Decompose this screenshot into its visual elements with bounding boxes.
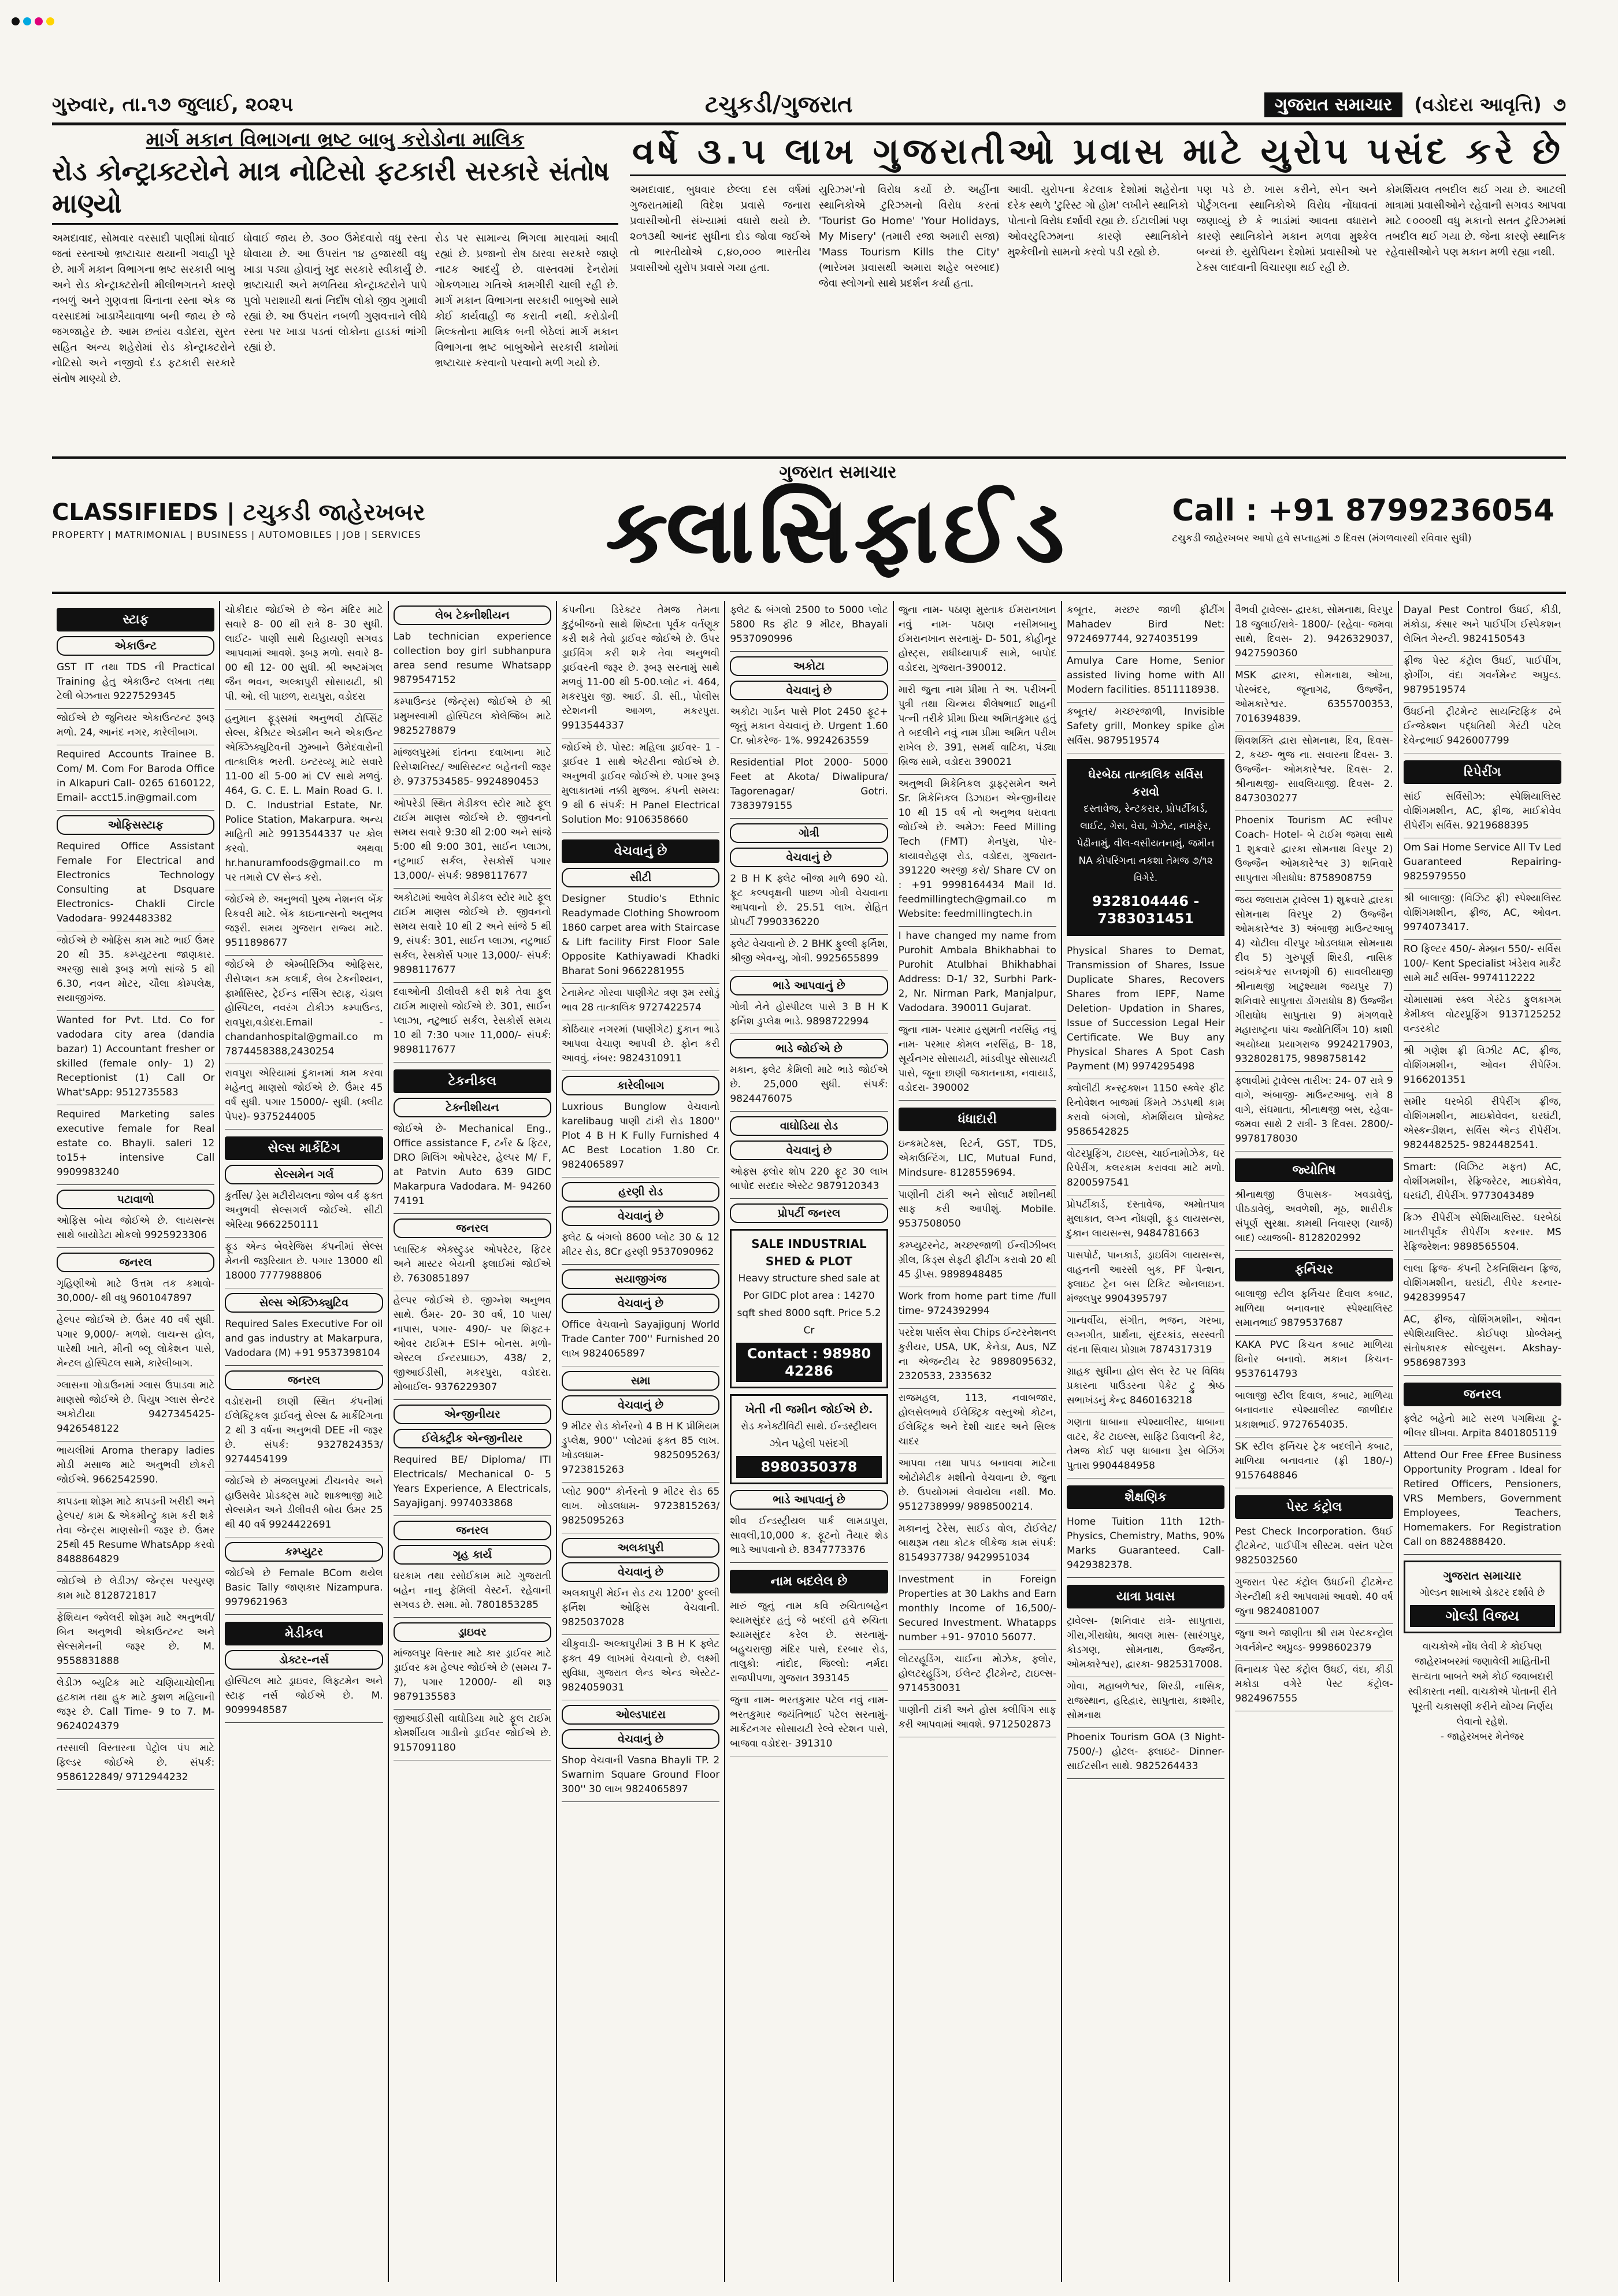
story-column: રોડ પર સામાન્ય ભિગલા મારવામાં આવી રહ્યાં છે. પ્રજાનો રોષ ઠારવા સરકારે જાણે નાટક આદર્યું છે. વાસ્તવમાં દેનરોમાં ગોકળગાય ગતિએ કામગીરી ચાલી રહી છે. માર્ગ મકાન વિભાગના સરકારી બાબુઓ સામે કોઈ કાર્યવાહી જ કરાતી નથી. કરોડોની મિલ્કતોના માલિક બની બેઠેલાં માર્ગ મકાન વિભાગના ભ્રષ્ટ બાબુઓને સરકારી કામોમાં ભ્રષ્ટાચાર કરવાનો પરવાનો મળી ગયો છે. [435,232,618,369]
classified-ad: ગૃહિણીઓ માટે ઉત્તમ તક કમાવો- 30,000/- થી વધુ 9601047897 [57,1275,214,1311]
subcategory-heading: લેબ ટેક્નીશીયન [394,605,551,625]
classified-ad: Lab technician experience collection boy girl subhanpura area send resume Whatsapp 9879547152 [394,627,551,693]
display-ad-phone: Contact : 98980 42286 [736,1343,881,1382]
classified-ad: હનુમાન ફૂડ્સમાં અનુભવી ટોપ્સિંટ સેલ્સ, કેશ્રિટર એડમીન અને એકાઉન્ટ એક્ઝિક્યુટિવની ઝુમ્બાને ઉમેદવારોની તાત્કાલિક ભરતી. ઇન્ટરવ્યૂ માટે સવારે 11-00 થી 5-00 માં CV સાથે મળવું. 464, G. C. E. L. Main Road G. I. D. C. Industrial Estate, Nr. Police Station, Makarpura. અન્ય માહિતી માટે 9913544337 પર કોલ કરવો. અથવા hr.hanuramfoods@gmail.co m પર તમારો CV સેન્ડ કરો. [225,709,383,890]
classified-ad: શ્રી ગણેશ ફ્રી વિઝીટ AC, ફ્રીજ, વોશિંગમશીન, ઓવન રીપેરિંગ. 9166201351 [1404,1042,1561,1093]
category-heading: ટેકનીકલ [394,1069,551,1093]
classified-ad: પ્લોટ 900'' કોર્નરનો 9 મીટર રોડ 65 લાખ. ખોડલધામ- 9723815263/ 9825095263 [562,1483,719,1533]
classified-ad: જય જલારામ ટ્રાવેલ્સ 1) શુક્રવારે દ્વારકા સોમનાથ વિરપુર 2) ઉજ્જૈન ઓમકારેશ્વર 3) અંબાજી માઉન્ટઆબુ 4) ચોટીલા વીરપુર ખોડલધામ સોમનાથ દીવ 5) ગુરુપૂર્ણ શિરડી, નાસિક ત્ર્યંબકેશ્વર સપ્તશૃંગી 6) સાવલીયાજી શ્રીનાથજી ખાટુશ્યામ જયપુર 7) શનિવારે સાપુતારા ડોંગરાધોધ 8) ઉજ્જૈન ગીરાધોધ સાપુતારા 9) મંગળવારે મહારાષ્ટ્રના પાંચ જ્યોતિર્લિંગ 10) કાશી અયોધ્યા પ્રયાગરાજ 9924217903, 9328028175, 9898758142 [1235,891,1393,1072]
classified-ad: કમ્પ્યુટરનેટ, મચ્છરજાળી ઈન્વીઝીબલ ગ્રીલ, કિડ્સ સેફ્ટી ફીટીંગ કરાવો 20 થી 45 ડ્રીપ્સ. 9898948485 [899,1236,1056,1287]
classified-ad: Om Sai Home Service All Tv Led Guaranteed Repairing- 9825979550 [1404,838,1561,889]
classified-ad: ક્રિઝ રીપેરીંગ સ્પેશિયાલિસ્ટ. ઘરબેઠાં ખાતરીપૂર્વક રીપેરીંગ કરનાર. MS રેફ્રિજરેશન: 9898565504. [1404,1209,1561,1260]
classified-ad: ફ્લેટ બહેનો માટે સરળ પગથિયા ટ્રૂ- ભીલર ઘીખવા. Arpita 8401805119 [1404,1410,1561,1446]
category-heading: પેસ્ટ કંટ્રોલ [1235,1495,1393,1519]
classified-ad: Office વેચવાનો Sayajigunj World Trade Canter 700'' Furnished 20 લાખ 9824065897 [562,1316,719,1366]
subcategory-heading: જનરલ [394,1218,551,1238]
display-ad-title: ગુજરાત સમાચાર [1443,1569,1522,1582]
phone-number[interactable]: Call : +91 8799236054 [1172,493,1554,528]
classified-ad: ફ્લેટ & બંગલો 2500 to 5000 પ્લોટ 5800 Rs ફીટ 9 મીટર, Bhayali 9537090996 [730,601,888,652]
subcategory-heading: વેચવાનું છે [562,1206,719,1226]
category-heading: સેલ્સ માર્કેટિંગ [225,1136,383,1160]
classified-column [1230,601,1398,2282]
category-heading: રિપેરીંગ [1404,760,1561,784]
classified-ad: ઓફિસ બોય જોઈએ છે. લાયસન્સ સાથે બાયોડેટા મોકલો 9925923306 [57,1212,214,1248]
subcategory-heading: ઈલેક્ટ્રીક એન્જીનીયર [394,1429,551,1448]
classified-ad: અલકાપુરી મેઈન રોડ ટચ 1200' ફુલ્લી ફર્નિશ ઓફિસ વેચવાની. 9825037028 [562,1584,719,1635]
classified-ad: ઉધઈની ટ્રીટમેન્ટ સાયન્ટિફિક ઢબે ઈન્જેક્શન પદ્ધતિથી ગેરંટી પટેલ દેવેન્દ્રભાઈ 9426007799 [1404,703,1561,753]
classified-ad: દવાઓની ડીલીવરી કરી શકે તેવા ફુલ ટાઈમ માણસો જોઈએ છે. 301, સાઈન પ્લાઝા, નટુભાઈ સર્કલ, રેસકોર્સ સમય 10 થી 7:30 પગાર 11,000/- સંપર્ક: 9898117677 [394,983,551,1062]
classified-ad: Required Sales Executive For oil and gas industry at Makarpura, Vadodara (M) +91 9537398104 [225,1315,383,1366]
story-europe-tourism [630,128,1566,440]
display-ad-title: ઘેરબેઠા તાત્કાલિક સર્વિસ કરાવો [1088,767,1203,798]
classified-ad: ગુજરાત પેસ્ટ કંટ્રોલ ઉધઈની ટ્રીટમેન્ટ ગેરન્ટીથી કરી આપવામાં આવશે. 40 વર્ષ જુના 9824081007 [1235,1573,1393,1624]
header-right [1264,92,1566,117]
story-column: અમદાવાદ, સોમવાર વરસાદી પાણીમાં ધોવાઈ જતાં રસ્તાઓ ભ્રષ્ટાચાર થયાની ગવાહી પૂરે છે. માર્ગ મકાન વિભાગના ભ્રષ્ટ સરકારી બાબુ અને રોડ કોન્ટ્રાક્ટરોની મીલીભગતને કારણે નબળું અને ગુણવત્તા વિનાના રસ્તા એક જ વરસાદમાં ખાડાખૈયાવાળા બની જાય છે જે જગજાહેર છે. આમ છતાંય વડોદરા, સુરત સહિત અન્ય શહેરોમાં રોડ કોન્ટ્રાક્ટરોને નોટિસો અને નજીવો દંડ ફટકારી સરકારે સંતોષ માણ્યો છે. [52,232,236,385]
classified-ad: I have changed my name from Purohit Ambala Bhikhabhai to Purohit Atulbhai Bhikhabhai Address: D-1/ 32, Surbhi Park- 2, Nr. Nirman Park, Manjalpur, Vadodara. 390011 Gujarat. [899,927,1056,1021]
classified-ad: જોઈએ છે એમ્બીરિઝિવ ઓફિસર, રીસેપ્શન કમ કલાર્ક, લેબ ટેકનીશ્યન, ફાર્માસિસ્ટ, ટ્રેઈન્ડ નર્સિંગ સ્ટાફ, ચંડાલ હોસ્પિટલ, નવરંગ ટોકીઝ કમ્પાઉન્ડ, રાવપુરા,વડોદરા.Email - chandanhospital@gmail.co m 7874458388,2430254 [225,956,383,1064]
classified-ad: રાજમહલ, 113, નવાબજાર, હોલસેલભાવે ઈલેક્ટ્રિક વસ્તુઓ કોટન, ઈલેક્ટ્રિક અને દેશી ચાદર અને સિલ્ક ચાદર [899,1389,1056,1454]
classified-ad: વૈભવી ટ્રાવેલ્સ- દ્વારકા, સોમનાથ, વિરપુર 18 જુલાઈ/રાત્રે- 1800/- (રહેવા- જમવા સાથે, દિવસ- 2). 9426329037, 9427590360 [1235,601,1393,666]
classifieds-title: CLASSIFIEDS | ટચુકડી જાહેરખબર [52,499,425,526]
classified-ad: જોઈએ છે જુનિયર એકાઉન્ટન્ટ રૂબરૂ મળો. 24, આનંદ નગર, કારેલીબાગ. [57,709,214,745]
classified-ad: Dayal Pest Control ઉધઈ, કીડી, મંકોડા, કંસાર અને પાઈપીંગ ઈસ્પેકશન લેખિત ગેરન્ટી. 9824150543 [1404,601,1561,652]
subcategory-heading: વેચવાનું છે [562,1562,719,1582]
classified-ad: શ્રીનાથજી ઉપાસક- ખવડાવેલું, પીઠડાવેલું, અવળેશી, મૂઠ, શારીરીક સંપૂર્ણ સુરક્ષા. કામથી નિવારણ (ચાર્જ) બાદ) વ્યાજબી- 8128202992 [1235,1186,1393,1251]
story-headline: વર્ષે ૩.૫ લાખ ગુજરાતીઓ પ્રવાસ માટે યુરોપ પસંદ કરે છે [630,128,1566,176]
classified-ad: ઘરકામ તથા રસોઈકામ માટે ગુજરાતી બહેન નાનુ ફેમિલી વેસ્ટર્ન. રહેવાની સગવડ છે. સમા. મો. 7801853285 [394,1567,551,1618]
classified-ad: ભાયલીમાં Aroma therapy ladies મોડી મસાજ માટે અનુભવી છોકરી જોઈએ. 9662542590. [57,1441,214,1492]
classified-ad: Attend Our Free £Free Business Opportunity Program . Ideal for Retired Officers, Pensioners, VRS Members, Government Employees, Teachers, Homemakers. For Registration Call on 8824888420. [1404,1446,1561,1555]
classified-ad: ગ્રાહક સુધીના હોલ સેલ રેટ પર વિવિધ પ્રકારના પાઉડરના પેકેટ ટ્રુ શ્રેષ્ઠ સભાખંડનું કેન્દ્ર 8460163218 [1067,1362,1224,1413]
registration-mark [23,17,31,25]
classified-ad: ગાન્ધર્વીય, સંગીત, ભજન, ગરબા, લગ્નગીત, પ્રાર્થના, સુંદરકાંડ, સરસ્વતી વંદના સિવાય પ્રોગ્રામ 7874317319 [1067,1312,1224,1362]
classified-ad: અકોટા ગાર્ડન પાસે Plot 2450 ફૂટ+ જૂનું મકાન વેચવાનું છે. Urgent 1.60 Cr. બ્રોકરેજ- 1%. 9924263559 [730,703,888,753]
classified-ad: જોઈએ છે- Mechanical Eng., Office assistance F, ટર્નર & ફિટર, DRO મિલિંગ ઓપરેટર, હેલ્પર M/ F, at Patvin Auto 639 GIDC Makarpura Vadodara. M- 94260 74191 [394,1120,551,1214]
subcategory-heading: સમા [562,1371,719,1391]
classified-ad: જોઈએ છે Female BCom થયેલ Basic Tally જાણકાર Nizampura. 9979621963 [225,1564,383,1615]
classified-ad: કાપડના શોરૂમ માટે કાપડની ખરીદી અને હેલ્પર/ કામ & એકમીન્ટ્રુ કામ કરી શકે તેવા જેન્ટ્સ માણસોની જરૂર છે. ઉંમર 25થી 45 Resume WhatsApp કરવો 8488864829 [57,1492,214,1572]
disclaimer-note: - જાહેરખબર મેનેજર [1440,1731,1524,1743]
classified-ad: પાણીની ટાંકી અને સોલાર્ટ મશીનથી સાફ કરી આપીશું. Mobile. 9537508050 [899,1186,1056,1236]
classified-ad: માંજલપુર વિસ્તાર માટે કાર ડ્રાઈવર માટે ડ્રાઈવર કમ હેલ્પર જોઈએ છે (સમય 7- 7), પગાર 12000/- થી શરૂ 9879135583 [394,1644,551,1710]
header-brand: ગુજરાત સમાચાર [1264,92,1402,117]
category-heading: ફર્નિચર [1235,1258,1393,1281]
classified-ad: ઓપરેડી સ્થિત મેડીકલ સ્ટોર માટે ફૂલ ટાઈમ માણસ જોઈએ છે. જીવનનો સમય સવારે 9:30 થી 2:00 અને સાંજે 5:00 થી 9:00 301, સાઈન પ્લાઝા, નટુભાઈ સર્કલ, રેસકોર્સ પગાર 13,000/- સંપર્ક: 9898117677 [394,794,551,889]
classified-ad: જુના નામ- પઠાણ મુસ્તાક ઈમરાનખાન નવું નામ- પઠાણ નસીમબાનુ ઈમરાનખાન સરનામું- D- 501, કોહીનૂર હોસ્ટ્સ, રાધીધ્યાપાર્ક સામે, બાપોદ વડોદરા, ગુજરાત-390012. [899,601,1056,681]
classified-ad: Home Tuition 11th 12th- Physics, Chemistry, Maths, 90% Marks Guaranteed. Call- 9429382378. [1067,1513,1224,1578]
display-ad-phone: 9328104446 - 7383031451 [1073,890,1218,930]
classified-ad: પ્રોપર્ટીકાર્ડ, દસ્તાવેજ, અમોતપાત્ર મુલાકાત, લગ્ન નોંધણી, ફૂડ લાયસન્સ, દુકાન લાયસન્સ, 9484781663 [1067,1195,1224,1246]
subcategory-heading: ગોત્રી [730,823,888,843]
classified-columns [52,601,1566,2282]
classified-ad: Amulya Care Home, Senior assisted living home with All Modern facilities. 8511118938. [1067,652,1224,703]
classified-ad: હોસ્પિટલ માટે ડ્રાઇવર, લિફ્ટમેન અને સ્ટાફ નર્સ જોઈએ છે. M. 9099948587 [225,1672,383,1723]
story-column: યુરિઝમ'નો વિરોધ કર્યો છે. અહીંના સ્થાનિકોએ ટુરિઝમનો વિરોધ કરતાં 'Tourist Go Home' 'Your Holidays, My Misery' (તમારી રજા અમારી સજા) 'Mass Tourism Kills the City' (ભારેખમ પ્રવાસથી અમારા શહેર બરબાદ) જેવા સ્લોગનો સાથે પ્રદર્શન કર્યા હતા. [818,184,1000,289]
classified-ad: બાલાજી સ્ટીલ ફર્નિચર દિવાલ કબાટ, માળિયા બનાવનાર સ્પેશ્યાલિસ્ટ સમાનભાઈ 9879537687 [1235,1285,1393,1336]
classified-ad: પ્લાસ્ટિક એક્સ્ટ્રુડર ઓપરેટર, ફિટર અને માસ્ટર બેયની ફ્લાઈમાં જોઈએ છે. 7630851897 [394,1240,551,1291]
classified-ad: MSK દ્વારકા, સોમનાથ, ઓખા, પોરબંદર, જૂનાગઢ, ઉજ્જૈન, ઓમકારેશ્વર. 6355700353, 7016394839. [1235,666,1393,731]
classified-ad: અકોટામાં આવેલ મેડીકલ સ્ટોર માટે ફૂલ ટાઈમ માણસ જોઈએ છે. જીવનનો સમય સવારે 10 થી 2 અને સાંજે 5 થી 9, સંપર્ક: 301, સાઈન પ્લાઝા, નટુભાઈ સર્કલ, રેસકોર્સ પગાર 13,000/- સંપર્ક: 9898117677 [394,889,551,983]
disclaimer-note: વાચકોએ નોંધ લેવી કે કોઈપણ જાહેરખબરમાં જણાવેલી માહિતીની સત્યતા બાબતે અમે કોઈ જવાબદારી સ્વીકારતા નથી. વાચકોએ પોતાની રીતે પૂરતી ચકાસણી કરીને યોગ્ય નિર્ણય લેવાનો રહેશે. [1408,1641,1557,1727]
subcategory-heading: વેચવાનું છે [730,848,888,867]
classified-ad: મારી જુના નામ પ્રીમા તે અ. પરીખની પુત્રી તથા ચિન્મય શૈલેષભાઈ શાહની પત્ની તરીકે પ્રીમા પ્રિયા અમિતકુમાર હતું તે બદલીને નવું નામ પ્રીમા અમિત પરીખ રાખેલ છે. 391, સમર્થ વાટિકા, પંડ્યા બ્રિજ સામે, વડોદરા 390021 [899,681,1056,775]
page-number: ૭ [1553,93,1566,116]
classified-ad: કમ્પાઉન્ડર (જેન્ટ્સ) જોઈએ છે શ્રી પ્રમુખસ્વામી હોસ્પિટલ કોલેજ્રિબ માટે 9825278879 [394,693,551,744]
newspaper-logo: ગુજરાત સમાચાર [779,462,897,482]
classified-ad: ગોત્રી નેને હોસ્પીટલ પાસે 3 B H K ફર્નિશ ડુપ્લેક્ષ ભાડે. 9898722994 [730,998,888,1034]
category-heading: શૈક્ષણિક [1067,1485,1224,1509]
subcategory-heading: સીટી [562,868,719,887]
subcategory-heading: વાઘોડિયા રોડ [730,1116,888,1136]
subcategory-heading: કારેલીબાગ [562,1076,719,1095]
subcategory-heading: ઓલ્ડપાદરા [562,1705,719,1725]
classified-ad: જુના અને જાણીતા શ્રી રામ પેસ્ટકન્ટ્રોલ ગવર્નમેન્ટ અપ્રુવ્ડ- 9998602379 [1235,1624,1393,1660]
classified-ad: Residential Plot 2000- 5000 Feet at Akota/ Diwalipura/ Tagorenagar/ Gotri. 7383979155 [730,753,888,819]
category-heading: યાત્રા પ્રવાસ [1067,1585,1224,1608]
classified-ad: Pest Check Incorporation. ઉધઈ ટ્રીટમેન્ટ, પાઈપીંગ સીસ્ટમ. વસંત પટેલ 9825032560 [1235,1522,1393,1573]
classified-ad: ચોકીદાર જોઈએ છે જેન મંદિર માટે સવારે 8- 00 થી રાત્રે 8- 30 સુધી. લાઈટ- પાણી સાથે રિહાયણી સગવડ આપવામાં આવશે. રૂબરૂ મળો. સવારે 8- 00 થી 12- 00 સુધી. શ્રી અષ્ટમંગલ જૈન ભવન, અલ્કાપુરી સોસાયટી, શ્રી પી. ઓ. લી પાછળ, રાયપુરા, વડોદરા [225,601,383,709]
classified-ad: ફ્લેટ વેચવાનો છે. 2 BHK ફુલ્લી ફર્નિશ, શ્રીજી એવન્યુ, ગોત્રી. 9925655899 [730,935,888,971]
display-ad-text: દસ્તાવેજ, રેન્ટકરાર, પ્રોપર્ટીકાર્ડ, લાઈટ, ગેસ, વેરા, ગેઝેટ, નામફેર, પેઢીનામું, વીલ-વસીયતનામું, જમીન NA કોપરિંગના નકશા તેમજ ૭/૧૨ વિગેરે. [1077,803,1215,884]
classified-column [220,601,388,2282]
classified-ad: ટેનામેન્ટ ગોરવા પાણીગેટ ત્રણ રૂમ રસોડું ભાવ 28 તાત્કાલિક 9727422574 [562,984,719,1020]
classified-ad: RO ફિલ્ટર 450/- મેમ્બ્રન 550/- સર્વિસ 100/- Kent Specialist ખંડેરાવ માર્કેટ સામે માર્ટ સર્વિસ- 9974112222 [1404,940,1561,991]
classified-ad: કંપનીના ડિરેક્ટર તેમજ તેમના કુટુંબીજનો સાથે શિષ્ટતા પૂર્વક વર્તણૂક કરી શકે તેવો ડ્રાઈવર જોઈએ છે. ઉપર ડ્રાઈવિંગ કરી શકે તેવા અનુભવી ડ્રાઈવરની જરૂર છે. રૂબરૂ સરનામું સાથે મળવું 11-00 થી 5-00.પ્લોટ નં. 464, મકરપુરા જી. આઈ. ડી. સી., પોલીસ સ્ટેશનની આગળ, મકરપુરા. 9913544337 [562,601,719,738]
category-heading: ધંધાદારી [899,1108,1056,1131]
subcategory-heading: ટેક્નીશીયન [394,1098,551,1117]
classified-ad: કબૂતર/ મચ્છરજાળી, Invisible Safety grill, Monkey spike હોમ સર્વિસ. 9879519574 [1067,703,1224,753]
subcategory-heading: સેલ્સમેન ગર્લ [225,1165,383,1184]
classified-ad: ઓફ્સ ફ્લોર શોપ 220 ફૂટ 30 લાખ બાપોદ સરદાર એસ્ટેટ 9879120343 [730,1162,888,1199]
display-ad-text: ગોલ્ડન શાખાએ ડોક્ટર દર્શાવે છે [1420,1587,1545,1599]
classified-ad: પાસપોર્ટ, પાનકાર્ડ, ડ્રાઇવિંગ લાયસન્સ, વાહનની આરસી બુક, PF પેન્શન, ફ્લાઇટ ટ્રેન બસ ટિકિટ ઓનલાઇન. મંજલપુર 9904395797 [1067,1246,1224,1312]
classified-ad: AC, ફ્રીજ, વોશિંગમશીન, ઓવન સ્પેશિયાલિસ્ટ. કોઈપણ પ્રોબ્લેમનું સંતોષકારક સોલ્યુસન. Akshay- 9586987393 [1404,1310,1561,1376]
header-edition: (વડોદરા આવૃત્તિ) [1414,93,1542,116]
classified-ad: ગોવા, મહાબળેશ્વર, શિરડી, નાસિક, રાજસ્થાન, હરિદ્વાર, સાપુતારા, કાશ્મીર, સોમનાથ [1067,1677,1224,1728]
subcategory-heading: પટાવાળો [57,1190,214,1209]
classified-ad: ચીકુવાડી- અલ્કાપુરીમાં 3 B H K ફ્લેટ ફક્ત 49 લાખમાં વેચવાનો છે. લક્ષ્મી સુવિધા, ગુજરાત લેન્ડ એન્ડ એસ્ટેટ- 9824059031 [562,1635,719,1700]
category-heading: જનરલ [1404,1383,1561,1406]
display-ad-phone: 8980350378 [736,1456,881,1478]
classified-ad: જુના નામ- ભરતકુમાર પટેલ નવું નામ- ભરતકુમાર જયંતિભાઈ પટેલ સરનામું- માર્કેટનગર સોસાયટી રેલ્વે સ્ટેશન પાસે, બાજવા વડોદરા- 391310 [730,1691,888,1756]
classified-ad: જુના નામ- પરમાર હસુમતી નરસિંહ નવું નામ- પરમાર કોમલ નરસિંહ, B- 18, સૂર્યનગર સોસાયટી, માંડવીપુર સોસાયટી પાસે, જૂના છાણી જકાતનાકા, નવાયાર્ડ, વડોદરા- 390002 [899,1021,1056,1101]
classified-ad: જોઈએ છે ઓફિસ કામ માટે ભાઈ ઉંમર 20 થી 35. કમ્પ્યુટરના જાણકાર. અરજી સાથે રૂબરૂ મળો સાંજે 5 થી 6.30, નવન મોટર, ચૌલા કોમ્પલેક્ષ, સયાજીગંજ. [57,931,214,1011]
story-headline: રોડ કોન્ટ્રાક્ટરોને માત્ર નોટિસો ફટકારી સરકારે સંતોષ માણ્યો [52,155,618,225]
classified-ad: ટ્રાવેલ્સ- (શનિવાર રાત્રે- સાપુતારા, ગીરા,ગીરાધોધ, શ્રાવણ માસ- (સારંગપુર, કોડગણ, સોમનાથ, ઉજ્જૈન, ઓમકારેશ્વર), દ્વારકા- 9825317008. [1067,1612,1224,1677]
classified-column [1062,601,1230,2282]
classified-ad: Designer Studio's Ethnic Readymade Clothing Showroom 1860 carpet area with Staircase & Lift facility First Floor Sale Opposite Kathiyawadi Khadki Bharat Soni 9662281955 [562,890,719,984]
classified-ad: ફ્રીજ પેસ્ટ કંટ્રોલ ઉધઈ, પાઈપીંગ, ફોગીંગ, વંદા ગવર્નમેન્ટ અપ્રુવ્ડ. 9879519574 [1404,652,1561,703]
classified-ad: ફેશિયન જ્વેલરી શોરૂમ માટે અનુભવી/ બિન અનુભવી એકાઉન્ટન્ટ અને સેલ્સમેનની જરૂર છે. M. 9558831888 [57,1608,214,1674]
subcategory-heading: જનરલ [57,1253,214,1272]
classified-ad: પાણીની ટાંકી અને હોસ ક્લીપિંગ સાફ કરી આપવામાં આવશે. 9712502873 [899,1701,1056,1737]
classified-ad: ક્વોલીટી કન્સ્ટ્રક્શન 1150 સ્ક્વેર ફીટ રિનોવેશન બાજમાં કિંમતે ઝડપથી કામ કરાવો બંગલો, કોમર્શિયલ પ્રોજેક્ટ 9586542825 [1067,1079,1224,1145]
classifieds-banner [52,456,1566,594]
subcategory-heading: ઓફિસસ્ટાફ [57,815,214,835]
classified-ad: બાલાજી સ્ટીલ દિવાલ, કબાટ, માળિયા બનાવનાર સ્પેશ્યાલીસ્ટ જાળીદાર પ્રકાશભાઈ. 9727654035. [1235,1387,1393,1437]
registration-mark [46,17,54,25]
classified-ad: Smart: (વિઝિટ મફત) AC, વોશીંગમશીન, રેફ્રિજરેટર, માઇક્રોવેવ, ઘરઘંટી, રીપેરીંગ. 9773043489 [1404,1158,1561,1209]
classified-ad: તરસાલી વિસ્તારના પેટ્રોલ પંપ માટે ફિલ્ડર જોઈએ છે. સંપર્ક: 9586122849/ 9712944232 [57,1739,214,1790]
subcategory-heading: સેલ્સ એક્ઝિક્યુટિવ [225,1293,383,1313]
classified-ad: Luxrious Bunglow વેચવાનો karelibaug પાણી ટાંકી રોડ 1800'' Plot 4 B H K Fully Furnished 4 AC Best Location 1.80 Cr. 9824065897 [562,1098,719,1177]
header-date: ગુરુવાર, તા.૧૭ જુલાઈ, ૨૦૨૫ [52,93,294,116]
classified-ad: સમીર ઘરબેઠી રીપેરીંગ ફ્રીજ, વોશિંગમશીન, માઇક્રોવેવન, ઘરઘંટી, એસ્કન્ડીશન, સર્વિસ એન્ડ રીપેરીંગ. 9824482525- 9824482541. [1404,1093,1561,1158]
classified-ad: 9 મીટર રોડ કોર્નરનો 4 B H K પ્રીમિયમ ડ્રુપ્લેક્ષ, 900'' પ્લોટમાં ફક્ત 85 લાખ. ખોડલધામ- 9825095263/ 9723815263 [562,1417,719,1483]
classified-ad: વડોદરાની છાણી સ્થિત કંપનીમાં ઈલેક્ટ્રિકલ ડ્રાઈવનું સેલ્સ & માર્કેટિંગના 2 થી 3 વર્ષના અનુભવી DEE ની જરૂર છે. સંપર્ક: 9327824353/ 9274454199 [225,1392,383,1472]
classifieds-heading: ક્લાસિફાઈડ [606,481,1070,582]
display-ad [1067,759,1224,936]
story-column: આવી. યુરોપના કેટલાક દેશોમાં શહેરોના દરેક સ્થળે 'ટુરિસ્ટ ગો હોમ' લખીને સ્થાનિકો પોતાનો વિરોધ દર્શાવી રહ્યા છે. ઈટાલીમાં પણ ઓવરટુરિઝમના કારણે સ્થાનિકોને મુશ્કેલીનો સામનો કરવો પડી રહ્યો છે. [1007,184,1189,258]
subcategory-heading: અકોટા [730,656,888,676]
classified-ad: ચોમાસામાં સ્ક્લ ગેરંટેડ ફુલકાગમ કેમીકલ વોટરપ્રૂફિંગ 9137125252 વન્ડરકોટ [1404,991,1561,1042]
category-heading: વેચવાનું છે [562,839,719,863]
display-ad-title: SALE INDUSTRIAL SHED & PLOT [751,1237,867,1268]
page-header [52,87,1566,125]
classified-ad: Investment in Foreign Properties at 30 Lakhs and Earn monthly Income of 16,500/- Secured Investment. Whatapps number +91- 97010 56077. [899,1570,1056,1650]
category-heading: મેડીકલ [225,1622,383,1645]
classified-ad: Shop વેચવાની Vasna Bhayli TP. 2 Swarnim Square Ground Floor 300'' 30 લાખ 9824065897 [562,1751,719,1802]
classified-ad: શીવ ઈન્ડસ્ટ્રીયલ પાર્ક લામડાપુરા, સાવલી,10,000 ક્ર. ફૂટનો તૈયાર શેડ ભાડે આપવાનો છે. 8347773376 [730,1512,888,1563]
classified-ad: માંજલપુરમાં દાંતના દવાખાના માટે રિસેપ્શનિસ્ટ/ આસિસ્ટન્ટ બહેનની જરૂર છે. 9737534585- 9924890453 [394,744,551,794]
classified-ad: Required BE/ Diploma/ ITI Electricals/ Mechanical 0- 5 Years Experience, A Electricals, Sayajiganj. 9974033868 [394,1451,551,1516]
classified-ad: SK સ્ટીલ ફર્નિચર ટ્રેક બદલીને કબાટ, માળિયા બનાવનાર (ફ્રી 180/-) 9157648846 [1235,1437,1393,1488]
registration-mark [35,17,43,25]
classified-ad: જોઈએ છે. પોસ્ટ: મહિલા ડ્રાઈવર- 1 - ડ્રાઈવર 1 સાથે એટરીના જોઈએ છે. અનુભવી ડ્રાઈવર જોઈએ છે. પગાર રૂબરૂ મુલાકાતમાં નક્કી મુજબ. કંપની સમય: 9 થી 6 સંપર્ક: H Panel Electrical Solution Mo: 9106358660 [562,738,719,833]
registration-mark [12,17,20,25]
classified-ad: આપવા તથા પાપડ બનાવવા માટેના ઓટોમેટીક મશીનો વેચવાના છે. જુના છે. ઉપયોગમાં લેવાયેલા નથી. Mo. 9512738999/ 9898500214. [899,1454,1056,1519]
story-kicker: માર્ગ મકાન વિભાગના ભ્રષ્ટ બાબુ કરોડોના માલિક [146,128,525,151]
subcategory-heading: ડોક્ટર-નર્સ [225,1650,383,1670]
story-road-contractors [52,128,618,440]
classified-column [725,601,893,2282]
subcategory-heading: હરણી રોડ [562,1182,719,1202]
subcategory-heading: ભાડે આપવાનું છે [730,976,888,995]
classified-ad: શ્રી બાલાજી: (વિઝિટ ફ્રી) સ્પેશ્યાલિસ્ટ વોશિંગમશીન, ફ્રીજ, AC, ઓવન. 9974073417. [1404,889,1561,940]
subcategory-heading: ગૃહ કાર્ય [394,1545,551,1565]
subcategory-heading: કમ્પ્યુટર [225,1542,383,1562]
classified-ad: Wanted for Pvt. Ltd. Co for vadodara city area (dandia bazar) 1) Accountant fresher or skilled (female only- 1) 2) Receptionist (1) Call Or What'sApp: 9512735583 [57,1011,214,1105]
classified-column [389,601,557,2282]
classified-ad: પરદેશ પાર્સલ સેવા Chips ઈન્ટરનેશનલ કુરીયર, USA, UK, કેનેડા, Aus, NZ ના એજન્ટીય રેટ 9898095632, 2320533, 2335632 [899,1324,1056,1389]
classified-ad: ગણતા ધાબાના સ્પેશ્યાલીસ્ટ, ધાબાના વાટર, કેંટ ટાઇલ્સ, સાફિટ ડિવાલની કેટ, તેમજ કોઈ પણ ધાબાના ડ્રેસ બેઝિંગ પુતારા 9904484958 [1067,1413,1224,1478]
classified-ad: વિનાયક પેસ્ટ કંટ્રોલ ઉધઈ, વંદા, કીડી મકોડા વગેરે પેસ્ટ કંટ્રોલ- 9824967555 [1235,1660,1393,1711]
classified-ad: કબૂતર, મરછર જાળી ફીટીંગ Mahadev Bird Net: 9724697744, 9274035199 [1067,601,1224,652]
subcategory-heading: વેચવાનું છે [562,1294,719,1313]
subcategory-heading: ભાડે આપવાનું છે [730,1490,888,1510]
display-ad-text: Heavy structure shed sale at Por GIDC plot area : 14270 sqft shed 8000 sqft. Price 5.2 Cr [737,1273,881,1336]
classified-ad: લેડીઝ બ્યુટિક માટે ચણિયાચોલીના હટકામ તથા હુક માટે કુશળ મહિલાની જરૂર છે. Call Time- 9 to 7. M- 9624024379 [57,1674,214,1739]
subcategory-heading: વેચવાનું છે [730,1140,888,1160]
subcategory-heading: ભાડે જોઈએ છે [730,1039,888,1058]
subcategory-heading: જનરલ [394,1521,551,1540]
classified-ad: જીઆઈડીસી વાઘોડિયા માટે ફૂલ ટાઈમ કોમર્શીયલ ગાડીનો ડ્રાઈવર જોઈએ છે. 9157091180 [394,1710,551,1760]
category-heading: જ્યોતિષ [1235,1158,1393,1182]
classified-ad: KAKA PVC કિચન કબાટ માળિયા ઘિનોર બનાવો. મકાન કિચન- 9537614793 [1235,1336,1393,1387]
story-column: કોમર્શિયલ તબદીલ થઈ ગયા છે. આટલી માત્રામાં પ્રવાસીઓને રહેવાની સગવડ આપવા માટે ૯૦૦૦થી વધુ મકાનો સતત ટુરિઝમમાં તબદીલ થઈ ગયા છે. જેના કારણે સ્થાનિક રહેવાસીઓને પણ મકાન મળી રહ્યા નથી. [1385,184,1566,258]
classified-ad: Phoenix Tourism AC સ્લીપર Coach- Hotel- બે ટાઈમ જમવા સાથે 1 શુક્રવારે દ્વારકા સોમનાથ વિરપુર 2) ઉજ્જૈન ઓમકારેશ્વર 3) શનિવારે સાપુતારા ગીરાધોધ: 8758908759 [1235,811,1393,891]
display-ad [730,1394,888,1484]
classified-ad: Required Accounts Trainee B. Com/ M. Com For Baroda Office in Alkapuri Call- 0265 6160122, Email- acct15.in@gmail.com [57,745,214,811]
category-heading: નામ બદલેલ છે [730,1570,888,1593]
subcategory-heading: પ્રોપર્ટી જનરલ [730,1203,888,1223]
story-column: પણ પડે છે. ખાસ કરીને, સ્પેન અને પોર્ટુગલના સ્થાનિકોએ વિરોધ નોંધાવતાં જણાવ્યું છે કે ભાડાંમાં આવતા વધારાને કારણે સ્થાનિકોને મકાન મળવા મુશ્કેલ બન્યાં છે. યુરોપિયન દેશોમાં પ્રવાસીઓ પર ટેક્સ લાદવાની વિચારણા થઈ રહી છે. [1196,184,1378,274]
classified-ad: Phoenix Tourism GOA (3 Night- 7500/-) હોટલ- ફ્લાઇટ- Dinner- સાઈટસીન સાથે. 9825264433 [1067,1728,1224,1779]
classified-ad: જોઈએ છે લેડીઝ/ જેન્ટ્સ પરચુરણ કામ માટે 8128721817 [57,1572,214,1608]
classifieds-categories: PROPERTY | MATRIMONIAL | BUSINESS | AUTOMOBILES | JOB | SERVICES [52,529,421,540]
classified-ad: મકાનનું ટેરેસ, સાઈડ વોલ, ટોઈલેટ/બાથરૂમ તથા કોટક લીકેજ કામ સંપર્ક: 8154937738/ 9429951034 [899,1519,1056,1570]
subcategory-heading: ડ્રાઇવર [394,1622,551,1642]
classified-ad: Required Marketing sales executive female for Real estate co. Bhayli. saleri 12 to15+ intensive Call 9909983240 [57,1105,214,1185]
classified-ad: ફ્લેટ & બંગલો 8600 પ્લોટ 30 & 12 મીટર રોડ, 8Cr હરણી 9537090962 [562,1228,719,1265]
display-ad [730,1229,888,1388]
classified-column [52,601,220,2282]
classified-ad: વોટરપ્રૂફિંગ, ટાઇલ્સ, ચાઈનામોઝેક, ઘર રિપેરીંગ, કલરકામ કરાવવા માટે મળો. 8200597541 [1067,1145,1224,1195]
classified-ad: Work from home part time /full time- 9724392994 [899,1287,1056,1324]
classified-ad: જોઈએ છે. અનુભવી પુરુષ નેશનલ બેંક રિકવરી માટે. બેંક કાઇનાન્સનો અનુભવ જરૂરી. સમય ગુજરાત રાજ્ય માટે. 9511898677 [225,890,383,956]
classified-ad: સાંઈ સર્વિસીઝ: સ્પેશિયાલિસ્ટ વોશિંગમશીન, AC, ફ્રીજ, માઈક્રોવેવ રીપેરીંગ સર્વિસ. 9219688395 [1404,787,1561,838]
classified-ad: શિવશક્તિ દ્વારા સોમનાથ, દિવ, દિવસ- 2, કચ્છ- ભુજ ના. સવારના દિવસ- 3. ઉજ્જૈન- ઓમકારેશ્વર. દિવસ- 2. શ્રીનાથજી- સાવલિયાજી. દિવસ- 2. 8473030277 [1235,731,1393,811]
classified-ad: મારું જુનું નામ કવિ રુચિતાબહેન શ્યામસુંદર હતું જે બદલી હવે રુચિતા શ્યામસુંદર કરેલ છે. સરનામું- બહુચરાજી મંદિર પાસે, દરબાર રોડ, તાલુકો: નાંદોદ, જિલ્લો: નર્મદા રાજપીપળા, ગુજરાત 393145 [730,1597,888,1691]
classified-ad: Required Office Assistant Female For Electrical and Electronics Technology Consulting at Dsquare Electronics- Chakli Circle Vadodara- 9924483382 [57,837,214,931]
banner-note: ટચુકડી જાહેરખબર આપો હવે સપ્તાહમાં ૭ દિવસ (મંગળવારથી રવિવાર સુધી) [1172,533,1472,544]
category-heading: સ્ટાફ [57,608,214,631]
classified-ad: કોઠિયાર નગરમાં (પાણીગેટ) દુકાન ભાડે આપવા વેચાણ આપવી છે. ફોન કરી આવવું. નંબર: 9824310911 [562,1020,719,1071]
header-section: ટચુકડી/ગુજરાત [704,91,853,118]
classified-ad: ઇન્કમટેક્સ, રિટર્ન, GST, TDS, એકાઉન્ટિંગ, LIC, Mutual Fund, Mindsure- 8128559694. [899,1135,1056,1186]
classified-ad: હેલ્પર જોઈએ છે. ઉંમર 40 વર્ષ સુધી. પગાર 9,000/- મળશે. લાયન્સ હોલ, પારેથી ખાતે, મીની બ્લૂ લોકેશન પાસે, મેન્ટલ હોસ્પિટલ સામે, કારેલીબાગ. [57,1311,214,1376]
classified-column [1399,601,1566,2282]
classified-ad: અનુભવી મિકેનિકલ ડ્રાફ્ટ્સમેન અને Sr. મિકેનિકલ ડિઝાઇન એન્જીનીયર 10 થી 15 વર્ષ નો અનુભવ ધરાવતા જોઈએ છે. અમેઝ: Feed Milling Tech (FMT) મેનપુરા, પોર- કાયાવરોહણ રોડ, વડોદરા, ગુજરાત- 391220 અરજી કરો/ Share CV on : +91 9998164434 Mail Id. feedmillingtech@gmail.co m Website: feedmillingtech.in [899,775,1056,927]
classified-ad: ફૂડ એન્ડ બેવરેજિસ કંપનીમાં સેલ્સ મેનની જરૂરિયાત છે. પગાર 13000 થી 18000 7777988806 [225,1238,383,1288]
subcategory-heading: એકાઉન્ટ [57,636,214,656]
classified-ad: ગ્લાસના ગોડાઉનમાં ગ્લાસ ઉપાડવા માટે માણસો જોઈએ છે. પિયુષ ગ્લાસ સેન્ટર અકોટીયા 9427345425- 9426548122 [57,1376,214,1441]
display-ad [1404,1561,1561,1633]
subcategory-heading: વેચવાનું છે [562,1729,719,1749]
classified-ad: કુર્તીસ/ ડ્રેસ મટીરીયલના જોબ વર્ક ફક્ત અનુભવી સેલ્સગર્લ જોઈએ. સીટી એરિયા 9662250111 [225,1187,383,1238]
subcategory-heading: અલકાપુરી [562,1538,719,1558]
subcategory-heading: જનરલ [225,1370,383,1390]
classified-ad: મકાન, ફ્લેટ કેમિલી માટે ભાડે જોઈએ છે. 25,000 સુધી. સંપર્ક: 9824476075 [730,1061,888,1112]
story-column: ધોવાઈ જાય છે. ૩૦૦ ઉમેદવારો વધુ રસ્તા ધોવાયા છે. આ ઉપરાંત ૧૪ હજારથી વધુ ખાડા પડ્યા હોવાનું ખુદ સરકારે સ્વીકાર્યું છે. ભ્રષ્ટાચારી અને મળતિયા કોન્ટ્રાક્ટરોને પાપે પુલો પરાશાયી થતાં નિર્દોષ લોકો જીવ ગુમાવી રહ્યાં છે. આ ઉપરાંત નબળી ગુણવત્તાને લીધે રસ્તા પર ખાડા પડતાં લોકોના હાડકાં ભાંગી રહ્યાં છે. [243,232,427,354]
classified-ad: ફ્લાવીમાં ટ્રાવેલ્સ તારીખ: 24- 07 રાત્રે 9 વાગે, અંબાજી- માઉન્ટઆબુ. રાત્રે 8 વાગે, સંઘમાતા, શ્રીનાથજી બસ, રહેવા- જમવા સાથે 2 રાત્રી- 3 દિવસ. 2800/- 9978178030 [1235,1072,1393,1151]
classified-ad: Physical Shares to Demat, Transmission of Shares, Issue Duplicate Shares, Recovers Shares from IEPF, Name Deletion- Updation in Shares, Issue of Succession Legal Heir Certificate. We Buy any Physical Shares A Spot Cash Payment (M) 9974295498 [1067,942,1224,1079]
subcategory-heading: એન્જીનીયર [394,1405,551,1424]
subcategory-heading: વેચવાનું છે [730,681,888,700]
display-ad-text: રોડ કનેક્ટીવિટી સાથે. ઈન્ડસ્ટ્રીયલ ઝોન પહેલી પસંદગી [741,1421,877,1450]
classified-column [557,601,725,2282]
classified-ad: હેલ્પર જોઈએ છે. જીગ્નેશ અનુભવ સાથે. ઉંમર- 20- 30 વર્ષ, 10 પાસ/ નાપાસ, પગાર- 490/- પર શિફ્ટ+ ઓવર ટાઈમ+ ESI+ બોનસ. મળો- એસ્ટલ ઈન્ટરપ્રાઇઝ, 438/ 2, જીઆઈડીસી, મકરપુરા, વડોદરા. મોબાઈલ- 9376229307 [394,1291,551,1400]
classified-ad: GST IT તથા TDS ની Practical Training હેતુ એકાઉન્ટ લખતા તથા ટેલી બેઝનારા 9227529345 [57,658,214,709]
classified-ad: જોઈએ છે મંજલપુરમાં ટીચનવેર અને હાઉસવેર પ્રોડક્ટ્સ માટે શાકભાજી માટે સેલ્સમેન અને ડીલીવરી બોય ઉંમર 25 થી 40 વર્ષ 9924422691 [225,1472,383,1537]
display-ad-phone: ગોલ્ડી વિજય [1410,1605,1555,1627]
subcategory-heading: વેચવાનું છે [562,1395,719,1415]
story-column: અમદાવાદ, બુધવાર છેલ્લા દસ વર્ષમાં ગુજરાતમાંથી વિદેશ પ્રવાસે જનારા પ્રવાસીઓની સંખ્યામાં વધારો થયો છે. ૨૦૧૩થી આનંદ સુધીના દોડ જોવા જઈએ તો ભારતીયોએ ૮,૪૦,૦૦૦ ભારતીય પ્રવાસીઓ યુરોપ પ્રવાસે ગયા હતા. [630,184,811,274]
display-ad-title: ખેતી ની જમીન જોઈએ છે. [745,1402,873,1416]
classified-column [894,601,1062,2282]
subcategory-heading: સયાજીગંજ [562,1269,719,1289]
classified-ad: રાવપુરા એરિયામાં દુકાનમાં કામ કરવા મહેનતુ માણસો જોઈએ છે. ઉંમર 45 વર્ષ સુધી. પગાર 15000/- સુધી. (ક્લીટ પેપર)- 9375244005 [225,1064,383,1130]
classified-ad: 2 B H K ફ્લેટ બીજા માળે 690 ચો. ફૂટ કલ્પવૃક્ષની પાછળ ગોત્રી વેચવાના આપવાનો છે. 25.51 લાખ. રોહિત પ્રોપર્ટી 7990336220 [730,870,888,935]
classified-ad: લાલા ફ્રિજ- કંપની ટેકનિશિયન ફ્રિજ, વોશિંગમશીન, ઘરઘંટી, રીપેર કરનાર- 9428399547 [1404,1260,1561,1310]
classified-ad: લોટરહૂડિંગ, ચાઈના મોઝેક, ફ્લોર, હોલટરહૂડિંગ, ઈલેન્ટ ટ્રીટમેન્ટ, ટાઇલ્સ- 9714530031 [899,1650,1056,1701]
